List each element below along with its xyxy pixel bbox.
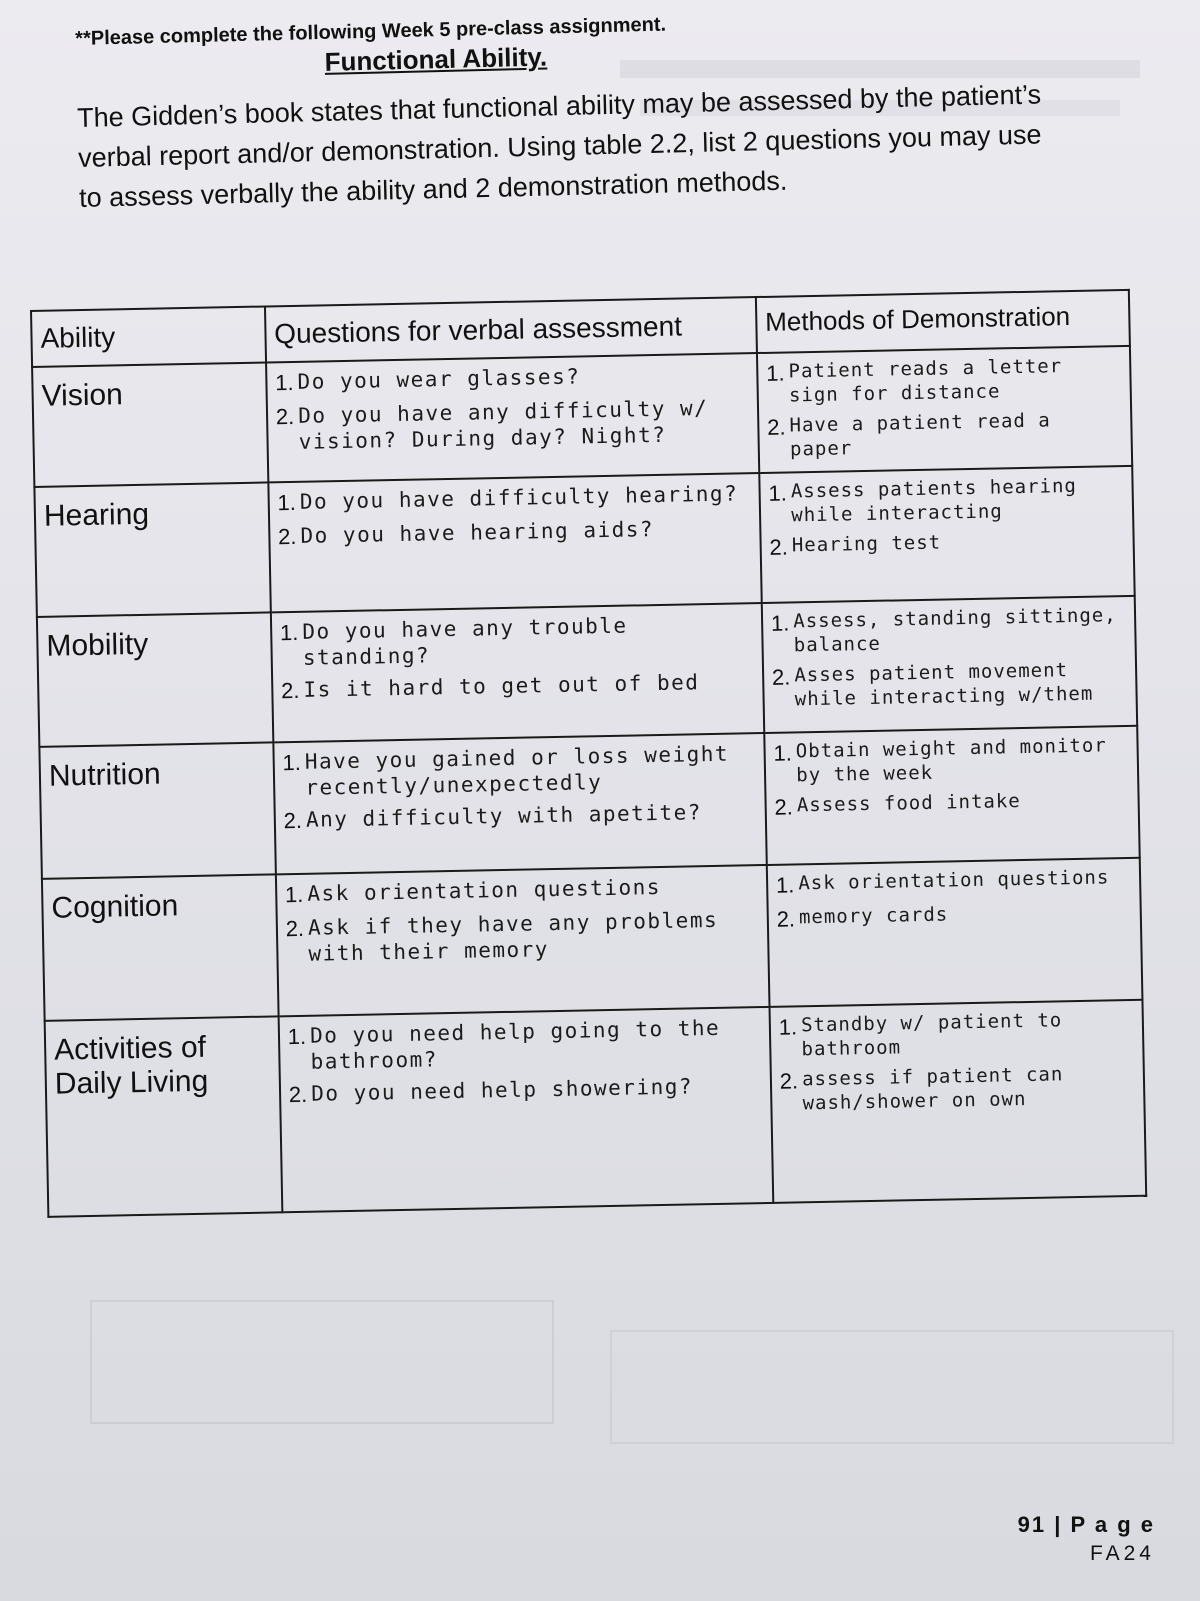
question-item <box>275 360 749 397</box>
demonstration-methods-cell <box>764 726 1140 865</box>
item-number: 1. <box>765 360 785 386</box>
handwritten-answer: Ask orientation questions <box>798 866 1110 895</box>
method-item <box>774 787 1130 822</box>
ability-cell: Cognition <box>42 874 278 1020</box>
table-row <box>42 858 1143 1021</box>
item-number: 2. <box>776 906 796 932</box>
handwritten-answer: Have a patient read a paper <box>789 409 1051 461</box>
handwritten-answer: Ask orientation questions <box>307 874 662 906</box>
verbal-questions-cell <box>278 1007 773 1212</box>
show-through-box <box>90 1300 554 1424</box>
handwritten-answer: Do you have difficulty hearing? <box>299 481 739 514</box>
method-item <box>778 1007 1134 1062</box>
question-item <box>287 1014 761 1075</box>
question-item <box>278 514 752 551</box>
handwritten-answer: Patient reads a letter sign for distance <box>788 355 1063 407</box>
item-number: 1. <box>770 610 790 636</box>
assignment-prompt: The Gidden’s book states that functional ability may be assessed by the patient’s verbal report and/or demonstration. Using table 2.2, list 2 questions you may use to assess verbally the ability and 2 demonstration methods. <box>76 79 1042 213</box>
verbal-questions-cell <box>273 733 767 874</box>
method-item <box>767 407 1123 462</box>
table-row <box>45 1000 1147 1217</box>
method-item <box>773 733 1129 788</box>
question-item <box>289 1072 763 1109</box>
handwritten-answer: Assess, standing sittinge, balance <box>793 604 1117 657</box>
demonstration-methods-cell <box>757 346 1132 473</box>
item-number: 2. <box>769 534 789 560</box>
demonstration-methods-cell <box>759 466 1135 603</box>
item-number: 1. <box>277 489 297 516</box>
handwritten-answer: Standby w/ patient to bathroom <box>800 1009 1063 1061</box>
question-item <box>281 668 755 705</box>
item-number: 2. <box>774 794 794 820</box>
table-row <box>37 596 1137 747</box>
functional-ability-table <box>30 289 1147 1218</box>
item-number: 2. <box>288 1081 308 1108</box>
ability-cell: Activities of Daily Living <box>45 1016 282 1216</box>
method-item <box>772 657 1128 712</box>
handwritten-answer: Assess patients hearing while interacting <box>790 474 1078 527</box>
item-number: 1. <box>284 881 304 908</box>
question-item <box>280 610 754 671</box>
show-through-box <box>610 1330 1174 1444</box>
item-number: 1. <box>274 369 294 396</box>
item-number: 1. <box>282 749 302 776</box>
handwritten-answer: Do you need help showering? <box>310 1074 694 1106</box>
handwritten-answer: Ask if they have any problems with their memory <box>307 907 719 966</box>
method-item <box>776 899 1132 934</box>
demonstration-methods-cell <box>762 596 1138 733</box>
handwritten-answer: Any difficulty with apetite? <box>305 800 703 832</box>
method-item <box>769 527 1125 562</box>
method-item <box>771 603 1127 658</box>
handwritten-answer: memory cards <box>798 903 949 929</box>
ability-cell: Mobility <box>37 612 273 746</box>
page-title: Functional Ability. <box>324 41 548 77</box>
method-item <box>776 865 1132 900</box>
table-row <box>32 346 1132 487</box>
page-footer <box>1018 1512 1155 1566</box>
assignment-note: **Please complete the following Week 5 pre-class assignment. <box>75 13 667 50</box>
column-header-questions: Questions for verbal assessment <box>265 297 757 362</box>
method-item <box>768 473 1124 528</box>
item-number: 2. <box>277 523 297 550</box>
handwritten-answer: Asses patient movement while interacting w/them <box>794 659 1094 711</box>
handwritten-answer: Have you gained or loss weight recently/unexpectedly <box>304 741 730 800</box>
handwritten-answer: Assess food intake <box>796 790 1021 817</box>
handwritten-answer: Do you need help going to the bathroom? <box>309 1015 721 1074</box>
verbal-questions-cell <box>276 865 770 1016</box>
item-number: 2. <box>779 1068 799 1094</box>
verbal-questions-cell <box>271 603 764 742</box>
table-row <box>34 466 1134 617</box>
verbal-questions-cell <box>266 353 759 482</box>
ability-cell: Nutrition <box>39 742 275 878</box>
ability-cell: Vision <box>32 362 268 486</box>
question-item <box>277 480 751 517</box>
question-item <box>282 740 756 801</box>
question-item <box>285 906 759 967</box>
method-item <box>780 1061 1136 1116</box>
item-number: 2. <box>283 807 303 834</box>
item-number: 1. <box>778 1014 798 1040</box>
demonstration-methods-cell <box>767 858 1143 1007</box>
assignment-intro <box>75 4 1079 218</box>
verbal-questions-cell <box>268 473 761 612</box>
column-header-methods: Methods of Demonstration <box>756 290 1130 353</box>
table-body <box>32 346 1146 1217</box>
handwritten-answer: Do you have any trouble standing? <box>302 613 628 670</box>
handwritten-answer: Do you wear glasses? <box>297 364 581 394</box>
item-number: 1. <box>773 740 793 766</box>
handwritten-answer: Do you have any difficulty w/ vision? During day? Night? <box>297 395 709 454</box>
item-number: 1. <box>768 480 788 506</box>
item-number: 1. <box>775 872 795 898</box>
handwritten-answer: Obtain weight and monitor by the week <box>795 734 1107 787</box>
ability-cell: Hearing <box>34 482 270 616</box>
item-number: 1. <box>279 619 299 646</box>
method-item <box>766 353 1122 408</box>
column-header-ability: Ability <box>31 306 266 366</box>
item-number: 2. <box>766 414 786 440</box>
question-item <box>285 872 759 909</box>
question-item <box>283 798 757 835</box>
table-row <box>39 726 1139 879</box>
handwritten-answer: assess if patient can wash/shower on own <box>801 1063 1064 1115</box>
item-number: 2. <box>771 664 791 690</box>
handwritten-answer: Hearing test <box>791 531 942 557</box>
functional-ability-table-wrap <box>30 288 1187 1218</box>
item-number: 1. <box>287 1023 307 1050</box>
item-number: 2. <box>275 403 295 430</box>
question-item <box>276 394 750 455</box>
item-number: 2. <box>280 677 300 704</box>
demonstration-methods-cell <box>769 1000 1146 1203</box>
page-number: 91 | P a g e <box>1017 1512 1155 1537</box>
handwritten-answer: Do you have hearing aids? <box>300 517 655 548</box>
item-number: 2. <box>285 915 305 942</box>
handwritten-answer: Is it hard to get out of bed <box>303 670 700 702</box>
course-code: FA24 <box>1089 1542 1155 1565</box>
